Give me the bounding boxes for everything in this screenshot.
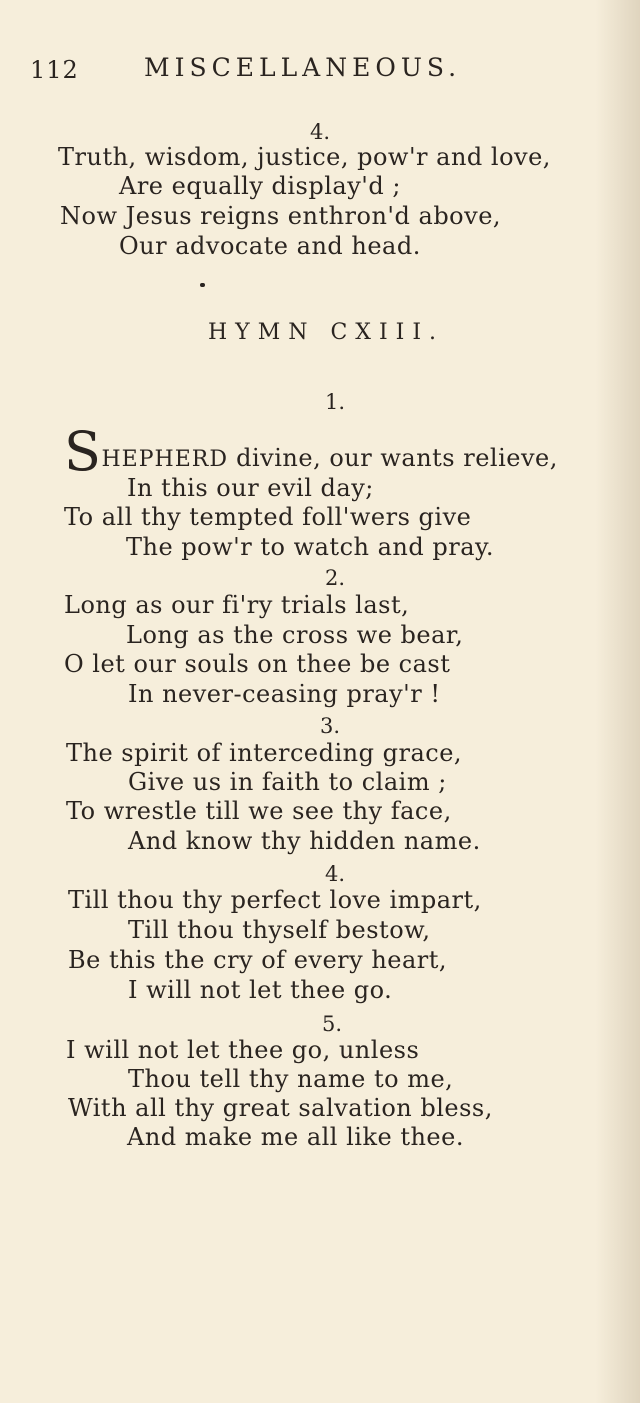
verse-line: Truth, wisdom, justice, pow'r and love, <box>58 143 551 171</box>
stanza-number: 4. <box>310 120 331 144</box>
verse-line: And know thy hidden name. <box>128 827 481 855</box>
verse-line: Thou tell thy name to me, <box>128 1065 454 1093</box>
hymn-title: HYMN CXIII. <box>208 320 445 345</box>
verse-line: Give us in faith to claim ; <box>128 768 447 796</box>
running-title: MISCELLANEOUS. <box>144 53 462 82</box>
verse-line: With all thy great salvation bless, <box>68 1094 493 1122</box>
stanza-number: 2. <box>325 566 346 590</box>
verse-line: Till thou thyself bestow, <box>128 916 431 944</box>
verse-line: Are equally display'd ; <box>119 172 401 200</box>
drop-cap: S <box>64 420 102 483</box>
verse-line: Long as the cross we bear, <box>126 621 464 649</box>
stanza-number: 5. <box>322 1012 343 1036</box>
verse-line: The pow'r to watch and pray. <box>126 533 494 561</box>
verse-line: In never-ceasing pray'r ! <box>128 680 441 708</box>
verse-line: Be this the cry of every heart, <box>68 946 448 974</box>
verse-line: In this our evil day; <box>127 474 374 502</box>
stanza-number: 4. <box>325 862 346 886</box>
verse-line: And make me all like thee. <box>127 1123 464 1151</box>
verse-line: To wrestle till we see thy face, <box>66 797 452 825</box>
verse-line: I will not let thee go, unless <box>66 1036 420 1064</box>
stanza-number: 3. <box>320 714 341 738</box>
verse-line-first <box>64 420 558 483</box>
verse-line: O let our souls on thee be cast <box>64 650 451 678</box>
ink-speck <box>200 283 205 287</box>
verse-line-text: divine, our wants relieve, <box>236 444 558 472</box>
stanza-number: 1. <box>325 390 346 414</box>
verse-line: The spirit of interceding grace, <box>66 739 463 767</box>
first-word-rest: HEPHERD <box>101 447 228 472</box>
verse-line: To all thy tempted foll'wers give <box>64 503 472 531</box>
verse-line: Till thou thy perfect love impart, <box>68 886 482 914</box>
verse-line: Our advocate and head. <box>119 232 421 260</box>
verse-line: I will not let thee go. <box>128 976 393 1004</box>
page-number: 112 <box>30 56 79 84</box>
verse-line: Long as our fi'ry trials last, <box>64 591 410 619</box>
verse-line: Now Jesus reigns enthron'd above, <box>60 202 502 230</box>
